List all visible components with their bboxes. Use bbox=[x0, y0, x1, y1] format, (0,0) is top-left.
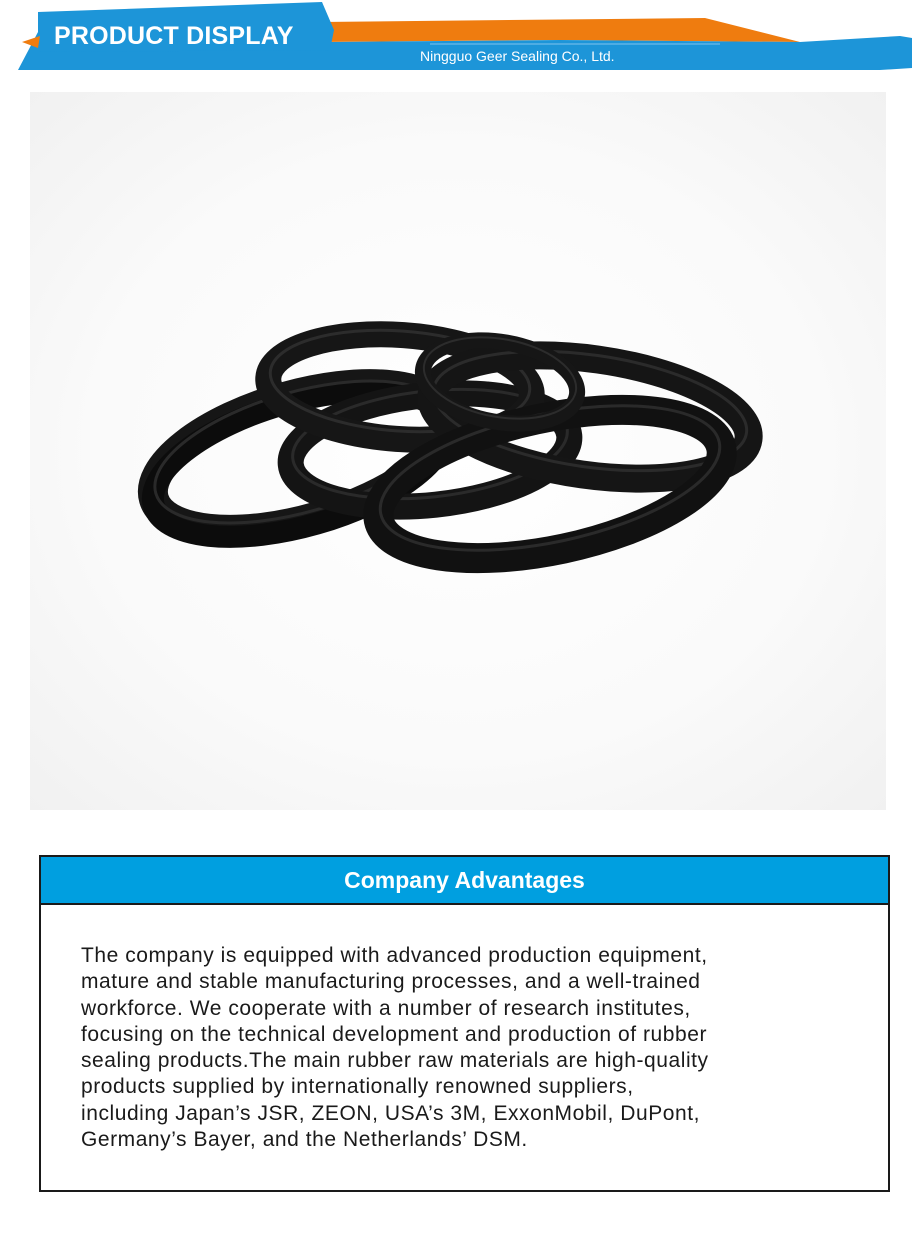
product-photo bbox=[30, 92, 886, 810]
advantages-header bbox=[41, 857, 888, 905]
banner-orange-stripe bbox=[320, 18, 800, 42]
page-title: PRODUCT DISPLAY bbox=[54, 22, 294, 50]
advantages-title: Company Advantages bbox=[344, 867, 585, 893]
sealing-rings-image bbox=[30, 92, 886, 810]
advantages-body: The company is equipped with advanced production equipment, mature and stable manufacturing processes, and a well-trained workforce. We cooperate with a number of research institutes, focusing on the technical development and production of rubber sealing products.The main rubber raw materials are high-quality products supplied by internationally renowned suppliers, including Japan’s JSR, ZEON, USA’s 3M, ExxonMobil, DuPont, Germany’s Bayer, and the Netherlands’ DSM. bbox=[81, 944, 709, 1152]
company-name: Ningguo Geer Sealing Co., Ltd. bbox=[420, 48, 615, 64]
header-banner bbox=[0, 0, 915, 80]
company-advantages-box bbox=[39, 855, 890, 1192]
